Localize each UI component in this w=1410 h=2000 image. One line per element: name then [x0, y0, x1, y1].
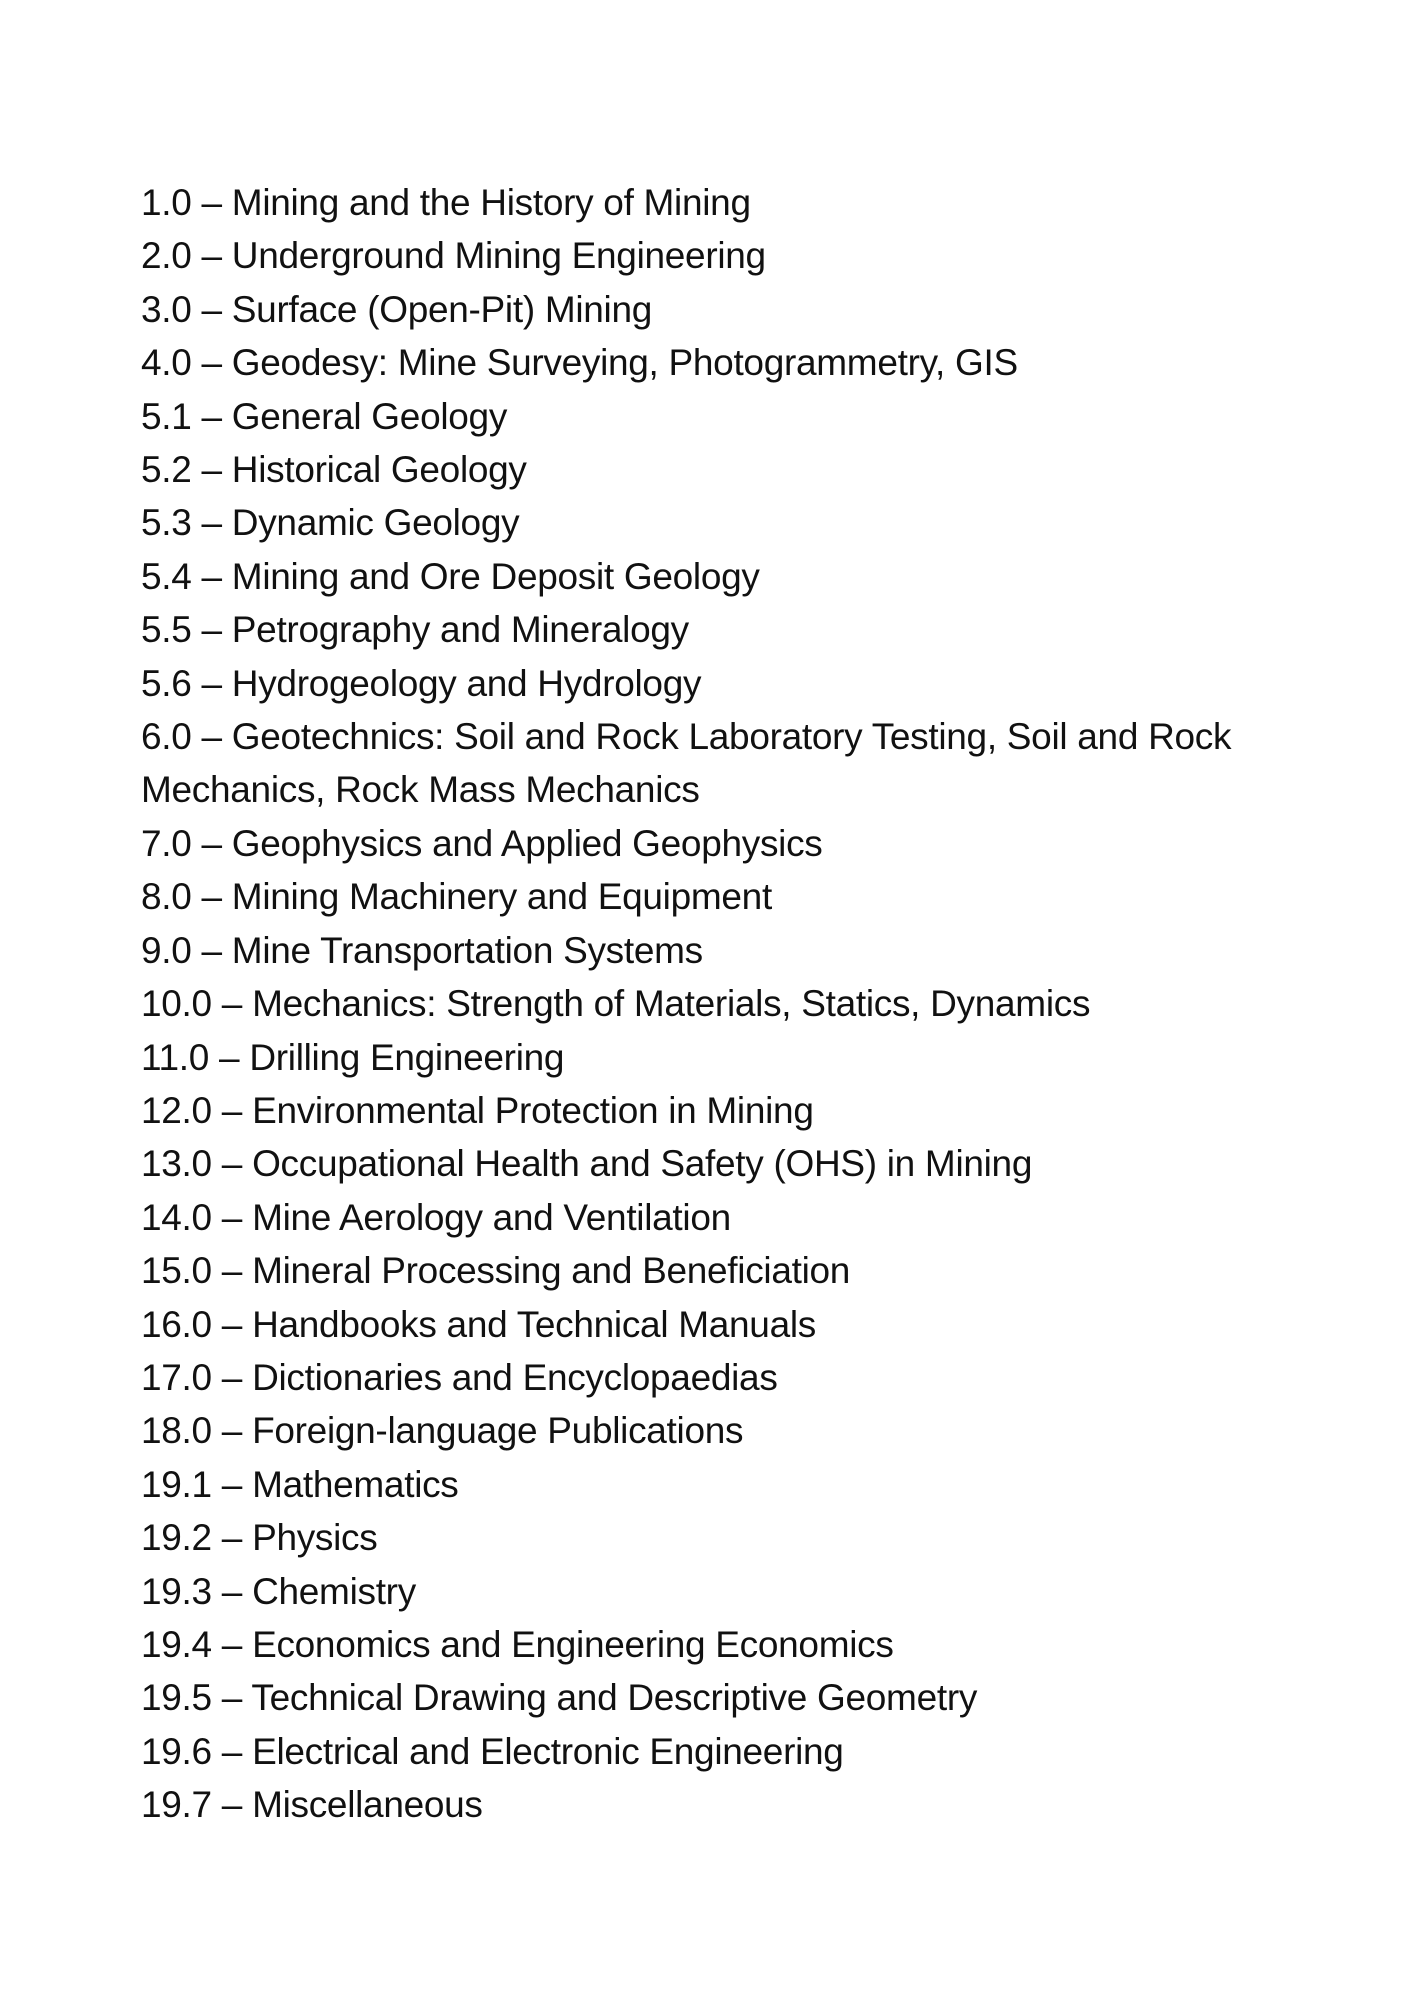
item-label: Petrography and Mineralogy — [231, 609, 689, 651]
item-label: Miscellaneous — [252, 1784, 483, 1826]
item-separator: – — [211, 1784, 253, 1826]
item-label: Chemistry — [252, 1570, 416, 1612]
item-separator: – — [211, 1356, 253, 1398]
item-separator: – — [191, 395, 232, 437]
item-code: 7.0 — [141, 822, 192, 864]
item-code: 10.0 — [141, 983, 212, 1025]
item-code: 14.0 — [141, 1196, 212, 1238]
list-item — [141, 1565, 1341, 1618]
item-label: Mining Machinery and Equipment — [231, 876, 772, 918]
list-item — [141, 1725, 1341, 1778]
item-code: 1.0 — [141, 182, 192, 223]
list-item — [141, 1671, 1341, 1724]
item-separator: – — [191, 502, 232, 544]
category-list — [141, 176, 1341, 1832]
item-separator: – — [211, 1517, 253, 1559]
list-item — [141, 817, 1341, 870]
item-label: Geophysics and Applied Geophysics — [231, 822, 823, 864]
item-separator: – — [209, 1036, 250, 1078]
item-label: Mining and Ore Deposit Geology — [231, 555, 760, 597]
item-label: Drilling Engineering — [249, 1036, 565, 1078]
list-item — [141, 1511, 1341, 1564]
item-separator: – — [211, 1303, 253, 1345]
item-code: 19.2 — [141, 1517, 212, 1559]
item-separator: – — [191, 449, 232, 491]
list-item — [141, 1404, 1341, 1457]
item-separator: – — [191, 342, 232, 384]
item-label: Underground Mining Engineering — [231, 235, 766, 277]
item-separator: – — [191, 235, 232, 277]
item-separator: – — [191, 555, 232, 597]
item-code: 13.0 — [141, 1143, 212, 1185]
item-code: 11.0 — [141, 1036, 210, 1078]
item-label: Physics — [252, 1517, 378, 1559]
item-separator: – — [211, 1410, 253, 1452]
item-code: 4.0 — [141, 342, 192, 384]
item-separator: – — [211, 1250, 253, 1292]
list-item — [141, 603, 1341, 656]
item-separator: – — [211, 1677, 252, 1719]
item-code: 5.5 — [141, 609, 192, 651]
item-separator: – — [211, 1089, 253, 1131]
item-label: Mine Aerology and Ventilation — [252, 1196, 731, 1238]
item-label: Geodesy: Mine Surveying, Photogrammetry, GIS — [231, 342, 1018, 384]
item-label: Foreign-language Publications — [252, 1410, 744, 1452]
item-separator: – — [211, 1463, 253, 1505]
item-label: Hydrogeology and Hydrology — [231, 662, 702, 704]
list-item — [141, 229, 1341, 282]
item-label: General Geology — [231, 395, 508, 437]
list-item — [141, 1778, 1341, 1831]
list-item — [141, 710, 1341, 817]
item-separator: – — [191, 609, 232, 651]
item-code: 19.3 — [141, 1570, 212, 1612]
item-code: 19.6 — [141, 1730, 212, 1772]
item-label: Handbooks and Technical Manuals — [252, 1303, 816, 1345]
item-code: 18.0 — [141, 1410, 212, 1452]
item-code: 5.4 — [141, 555, 192, 597]
item-label: Mine Transportation Systems — [231, 929, 703, 971]
list-item — [141, 550, 1341, 603]
list-item — [141, 336, 1341, 389]
item-label: Economics and Engineering Economics — [252, 1623, 894, 1665]
item-separator: – — [191, 716, 232, 758]
item-label: Surface (Open-Pit) Mining — [231, 288, 653, 330]
item-code: 5.3 — [141, 502, 192, 544]
list-item — [141, 1351, 1341, 1404]
item-code: 17.0 — [141, 1356, 212, 1398]
item-label: Electrical and Electronic Engineering — [252, 1730, 844, 1772]
item-label: Mathematics — [252, 1463, 459, 1505]
item-code: 19.5 — [141, 1677, 212, 1719]
item-label: Dictionaries and Encyclopaedias — [252, 1356, 778, 1398]
item-separator: – — [191, 929, 232, 971]
item-separator: – — [191, 182, 232, 223]
item-code: 9.0 — [141, 929, 192, 971]
list-item — [141, 1137, 1341, 1190]
list-item — [141, 657, 1341, 710]
item-separator: – — [191, 822, 232, 864]
item-label: Environmental Protection in Mining — [252, 1089, 814, 1131]
list-item — [141, 977, 1341, 1030]
item-code: 19.4 — [141, 1623, 212, 1665]
list-item — [141, 1244, 1341, 1297]
item-code: 16.0 — [141, 1303, 212, 1345]
item-label: Historical Geology — [231, 449, 527, 491]
item-code: 3.0 — [141, 288, 192, 330]
list-item — [141, 1031, 1341, 1084]
list-item — [141, 1458, 1341, 1511]
list-item — [141, 1084, 1341, 1137]
list-item — [141, 176, 1341, 229]
list-item — [141, 924, 1341, 977]
item-label: Mechanics: Strength of Materials, Statics, Dynamics — [252, 983, 1091, 1025]
item-label: Dynamic Geology — [231, 502, 520, 544]
item-separator: – — [211, 1570, 253, 1612]
item-separator: – — [211, 1143, 253, 1185]
list-item — [141, 496, 1341, 549]
list-item — [141, 1618, 1341, 1671]
item-separator: – — [211, 1196, 253, 1238]
item-label: Mineral Processing and Beneficiation — [252, 1250, 851, 1292]
item-code: 5.6 — [141, 662, 192, 704]
item-code: 12.0 — [141, 1089, 212, 1131]
item-separator: – — [211, 1730, 253, 1772]
item-separator: – — [191, 876, 232, 918]
item-separator: – — [191, 662, 232, 704]
item-separator: – — [211, 983, 253, 1025]
list-item — [141, 443, 1341, 496]
item-label: Mining and the History of Mining — [231, 182, 751, 223]
item-label: Occupational Health and Safety (OHS) in Mining — [252, 1143, 1033, 1185]
item-label: Geotechnics: Soil and Rock Laboratory Testing, Soil and Rock Mechanics, Rock Mass Mechanics — [141, 716, 1232, 811]
item-separator: – — [191, 288, 232, 330]
item-code: 5.1 — [141, 395, 192, 437]
item-code: 19.7 — [141, 1784, 212, 1826]
item-code: 15.0 — [141, 1250, 212, 1292]
item-separator: – — [211, 1623, 253, 1665]
item-code: 19.1 — [141, 1463, 212, 1505]
list-item — [141, 283, 1341, 336]
item-code: 8.0 — [141, 876, 192, 918]
list-item — [141, 390, 1341, 443]
item-code: 2.0 — [141, 235, 192, 277]
list-item — [141, 1298, 1341, 1351]
list-item — [141, 870, 1341, 923]
item-code: 6.0 — [141, 716, 192, 758]
list-item — [141, 1191, 1341, 1244]
item-label: Technical Drawing and Descriptive Geometry — [251, 1677, 978, 1719]
item-code: 5.2 — [141, 449, 192, 491]
